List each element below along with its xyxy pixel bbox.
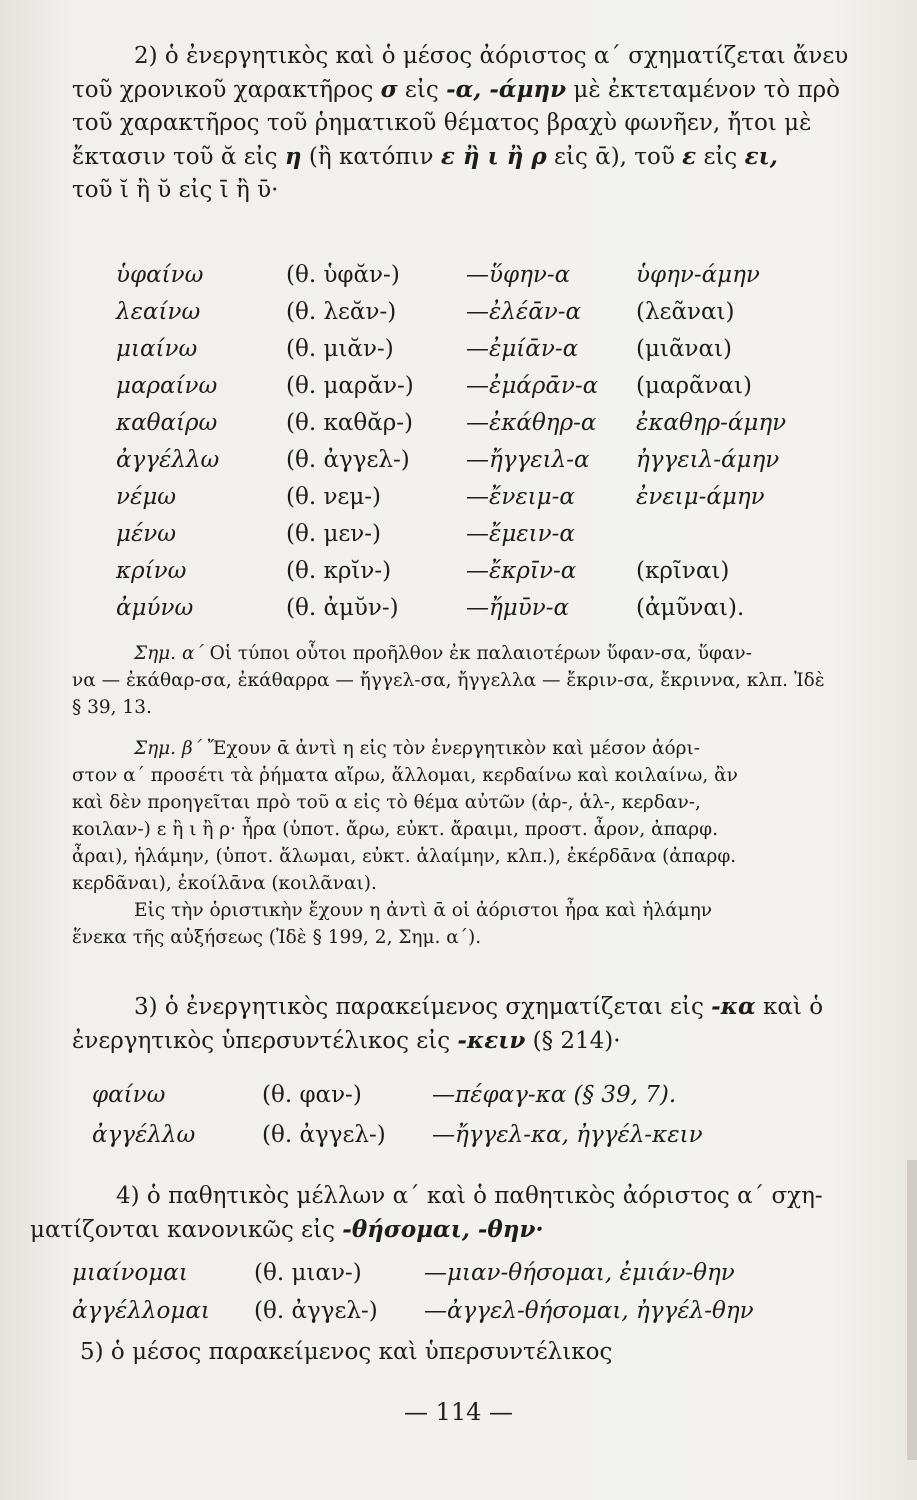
text-run: μὲ ἐκτεταμένον τὸ πρὸ [566, 77, 840, 103]
text-run: ματίζονται κανονικῶς εἰς [30, 1217, 343, 1243]
section-4-paragraph [30, 1180, 880, 1247]
note-b-line-6: κερδᾶναι), ἐκοίλᾱνα (κοιλᾶναι). [72, 873, 377, 894]
table-row [116, 521, 836, 558]
theme: (θ. φαν-) [262, 1082, 362, 1108]
section-3-paragraph [72, 990, 872, 1058]
table-row [116, 336, 836, 373]
active-aorist: —ἐμίᾱν-α [466, 336, 579, 362]
text-run: εἰς ᾱ), τοῦ [546, 144, 683, 170]
table-row [116, 595, 836, 632]
active-aorist: —ἤγγειλ-α [466, 447, 590, 473]
text-run: εἰς [397, 77, 447, 103]
table-row [92, 1082, 792, 1122]
ending-bold: -κα [711, 993, 756, 1020]
verb: ὑφαίνω [116, 262, 204, 288]
middle-aorist: ἠγγειλ-άμην [636, 447, 780, 473]
theme: (θ. καθᾰρ-) [286, 410, 413, 436]
table-row [116, 299, 836, 336]
note-b-label: Σημ. β΄ [134, 738, 202, 759]
passive-forms: —μιαν-θήσομαι, ἐμιάν-θην [424, 1260, 735, 1286]
note-b [72, 735, 872, 951]
section-2-line-2 [72, 73, 872, 107]
active-aorist: —ὕφην-α [466, 262, 571, 288]
theme: (θ. μιᾰν-) [286, 336, 394, 362]
theme: (θ. ἀμῠν-) [286, 595, 399, 621]
verb: λεαίνω [116, 299, 201, 325]
theme: (θ. ἀγγελ-) [286, 447, 410, 473]
text-run: καὶ ὁ [755, 994, 824, 1020]
passive-table [72, 1260, 792, 1336]
text-run: (§ 214)· [525, 1028, 621, 1054]
note-b-line-8: ἕνεκα τῆς αὐξήσεως (Ἰδὲ § 199, 2, Σημ. α΄). [72, 927, 482, 948]
note-a-text: Οἱ τύποι οὗτοι προῆλθον ἐκ παλαιοτέρων ὕφαν-σα, ὕφαν- [209, 643, 752, 664]
section-2-paragraph [72, 40, 872, 207]
theme: (θ. μαρᾰν-) [286, 373, 414, 399]
perfect-table [92, 1082, 792, 1162]
section-3-line-2 [72, 1024, 872, 1058]
section-2-line-5: τοῦ ῐ ἢ ῠ εἰς ῑ ἢ ῡ· [72, 177, 279, 203]
theme: (θ. λεᾰν-) [286, 299, 397, 325]
middle-aorist: (κρῖναι) [636, 558, 730, 584]
ending-bold: -κειν [457, 1027, 526, 1054]
theme: (θ. ἀγγελ-) [254, 1298, 378, 1324]
page-number: — 114 — [403, 1398, 514, 1426]
section-2-line-3: τοῦ χαρακτῆρος τοῦ ῥηματικοῦ θέματος βραχὺ φωνῆεν, ἤτοι μὲ [72, 110, 812, 136]
section-2-line-1: 2) ὁ ἐνεργητικὸς καὶ ὁ μέσος ἀόριστος α΄ σχηματίζεται ἄνευ [134, 43, 849, 69]
active-aorist: —ἤμῡν-α [466, 595, 569, 621]
verb: νέμω [116, 484, 177, 510]
active-aorist: —ἔμειν-α [466, 521, 575, 547]
active-aorist: —ἐλέᾱν-α [466, 299, 582, 325]
theme: (θ. μιαν-) [254, 1260, 362, 1286]
section-3-line-1 [72, 990, 872, 1024]
section-5-line-1: 5) ὁ μέσος παρακείμενος καὶ ὑπερσυντέλικος [80, 1339, 613, 1365]
note-b-line-4: κοιλαν-) ε ἢ ι ἢ ρ· ἦρα (ὑποτ. ἄρω, εὐκτ. ἄραιμι, προστ. ἆρον, ἀπαρφ. [72, 819, 718, 840]
note-a-line-2: να — ἐκάθαρ-σα, ἐκάθαρρα — ἤγγελ-σα, ἤγγελλα — ἔκριν-σα, ἔκριννα, κλπ. Ἰδὲ [72, 670, 825, 691]
letters-bold: ε ἢ ι ἢ ρ [440, 143, 547, 170]
table-row [116, 447, 836, 484]
note-b-line-3: καὶ δὲν προηγεῖται πρὸ τοῦ α εἰς τὸ θέμα αὐτῶν (ἀρ-, ἁλ-, κερδαν-, [72, 792, 701, 813]
verb: μαραίνω [116, 373, 218, 399]
note-a-line-3: § 39, 13. [72, 697, 152, 718]
sigma-bold: σ [380, 76, 398, 103]
note-a-label: Σημ. α΄ [134, 643, 204, 664]
table-row [72, 1298, 792, 1336]
verb: μιαίνομαι [72, 1260, 188, 1286]
verb: ἀγγέλλομαι [72, 1298, 210, 1324]
eta-bold: η [284, 143, 302, 170]
middle-aorist: ἐκαθηρ-άμην [636, 410, 787, 436]
verb: ἀμύνω [116, 595, 194, 621]
text-run: τοῦ χρονικοῦ χαρακτῆρος [72, 77, 381, 103]
middle-aorist: ἐνειμ-άμην [636, 484, 765, 510]
note-b-line-1 [72, 735, 872, 762]
epsilon-bold: ε [682, 143, 697, 170]
active-aorist: —ἐκάθηρ-α [466, 410, 597, 436]
table-row [116, 410, 836, 447]
text-run: ἐνεργητικὸς ὑπερσυντέλικος εἰς [72, 1028, 458, 1054]
theme: (θ. μεν-) [286, 521, 382, 547]
middle-aorist: (μαρᾶναι) [636, 373, 753, 399]
middle-aorist: (μιᾶναι) [636, 336, 732, 362]
verb: μένω [116, 521, 177, 547]
verb: φαίνω [92, 1082, 166, 1108]
section-2-line-4 [72, 140, 872, 174]
note-b-text: Ἔχουν ᾱ ἀντὶ η εἰς τὸν ἐνεργητικὸν καὶ μέσον ἀόρι- [207, 738, 700, 759]
section-4-line-2 [30, 1213, 880, 1247]
verb: ἀγγέλλω [92, 1122, 196, 1148]
table-row [116, 558, 836, 595]
theme: (θ. νεμ-) [286, 484, 382, 510]
verb: ἀγγέλλω [116, 447, 220, 473]
table-row [116, 262, 836, 299]
note-a-line-1 [72, 640, 872, 667]
text-run: (ἢ κατόπιν [301, 144, 441, 170]
perfect-forms: —πέφαγ-κα (§ 39, 7). [432, 1082, 677, 1108]
middle-aorist: ὑφην-άμην [636, 262, 760, 288]
text-run: 3) ὁ ἐνεργητικὸς παρακείμενος σχηματίζεται εἰς [134, 994, 712, 1020]
ei-bold: ει, [744, 143, 778, 170]
table-row [116, 484, 836, 521]
note-b-line-5: ἆραι), ἡλάμην, (ὑποτ. ἅλωμαι, εὐκτ. ἁλαίμην, κλπ.), ἐκέρδᾱνα (ἀπαρφ. [72, 846, 737, 867]
note-a [72, 640, 872, 721]
aorist-table [116, 262, 836, 632]
perfect-forms: —ἤγγελ-κα, ἠγγέλ-κειν [432, 1122, 703, 1148]
theme: (θ. κρῐν-) [286, 558, 392, 584]
active-aorist: —ἔνειμ-α [466, 484, 575, 510]
verb: μιαίνω [116, 336, 198, 362]
table-row [92, 1122, 792, 1162]
active-aorist: —ἔκρῑν-α [466, 558, 577, 584]
note-b-line-7: Εἰς τὴν ὁριστικὴν ἔχουν η ἀντὶ ᾱ οἱ ἀόριστοι ἦρα καὶ ἡλάμην [134, 900, 713, 921]
middle-aorist: (λεᾶναι) [636, 299, 735, 325]
text-run: ἔκτασιν τοῦ ᾰ εἰς [72, 144, 285, 170]
section-4-line-1: 4) ὁ παθητικὸς μέλλων α΄ καὶ ὁ παθητικὸς ἀόριστος α΄ σχη- [116, 1183, 823, 1209]
ending-bold: -θήσομαι, -θην· [342, 1216, 544, 1243]
theme: (θ. ἀγγελ-) [262, 1122, 386, 1148]
section-5-paragraph [80, 1336, 880, 1369]
active-aorist: —ἐμάρᾱν-α [466, 373, 599, 399]
middle-aorist: (ἀμῦναι). [636, 595, 745, 621]
theme: (θ. ὑφᾰν-) [286, 262, 400, 288]
table-row [72, 1260, 792, 1298]
verb: καθαίρω [116, 410, 218, 436]
page-edge-shadow [907, 1160, 917, 1460]
text-run: εἰς [696, 144, 745, 170]
table-row [116, 373, 836, 410]
note-b-line-2: στον α΄ προσέτι τὰ ῥήματα αἴρω, ἅλλομαι, κερδαίνω καὶ κοιλαίνω, ἂν [72, 765, 738, 786]
ending-bold: -α, -άμην [446, 76, 567, 103]
verb: κρίνω [116, 558, 187, 584]
passive-forms: —ἀγγελ-θήσομαι, ἠγγέλ-θην [424, 1298, 754, 1324]
